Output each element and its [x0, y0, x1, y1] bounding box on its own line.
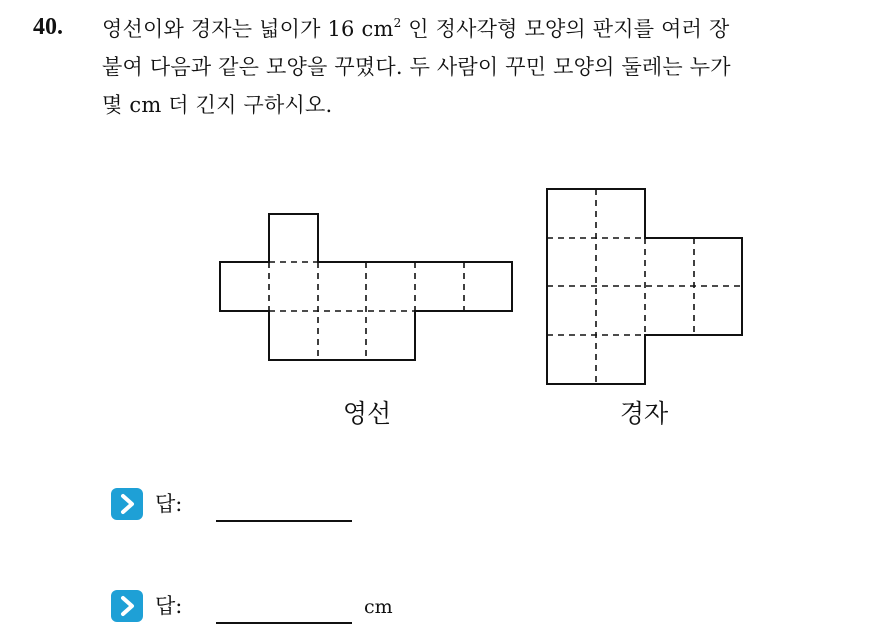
gyeongja-label: 경자 [619, 399, 669, 428]
answer-unit-cm: cm [364, 596, 393, 618]
question-line-1-rest: 인 정사각형 모양의 판지를 여러 장 [401, 17, 730, 41]
question-number: 40. [33, 14, 63, 40]
chevron-right-icon [111, 590, 143, 622]
squared-exponent: 2 [393, 16, 402, 30]
answer-label-2: 답: [155, 594, 183, 618]
answer-label-1: 답: [155, 492, 183, 516]
yeongseon-shape [220, 214, 512, 360]
chevron-right-icon [111, 488, 143, 520]
gyeongja-shape [547, 189, 742, 384]
answer-blank-2[interactable] [216, 622, 352, 624]
answer-blank-1[interactable] [216, 520, 352, 522]
yeongseon-label: 영선 [342, 399, 392, 428]
question-line-2: 붙여 다음과 같은 모양을 꾸몄다. 두 사람이 꾸민 모양의 둘레는 누가 [102, 55, 731, 79]
question-line-1-text: 영선이와 경자는 넓이가 16 cm [102, 17, 394, 41]
question-line-3: 몇 cm 더 긴지 구하시오. [102, 93, 333, 117]
